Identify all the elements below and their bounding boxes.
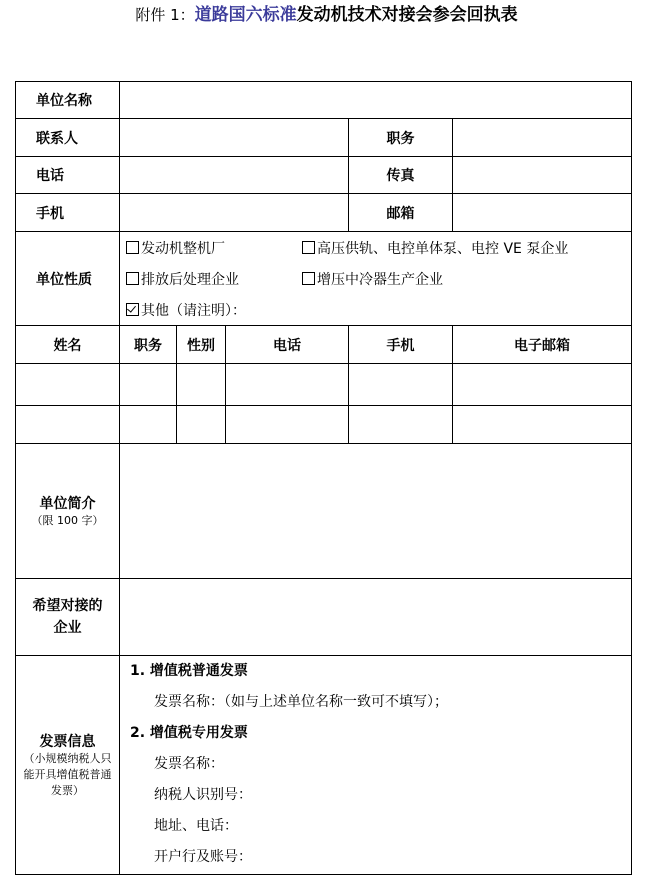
hope-match-field[interactable] bbox=[120, 579, 632, 656]
invoice-type-general: 1. 增值税普通发票 bbox=[130, 663, 248, 679]
attendee-email-cell[interactable] bbox=[453, 364, 632, 406]
attendee-email-cell[interactable] bbox=[453, 406, 632, 444]
header-position: 职务 bbox=[120, 326, 177, 364]
invoice-type-special: 2. 增值税专用发票 bbox=[130, 725, 248, 741]
checkbox-icon[interactable] bbox=[302, 241, 315, 254]
option-injection-pump[interactable] bbox=[302, 238, 568, 258]
registration-form-table bbox=[15, 81, 632, 875]
option-label: 排放后处理企业 bbox=[141, 271, 239, 288]
contact-label: 联系人 bbox=[16, 119, 120, 157]
unit-name-field[interactable] bbox=[120, 82, 632, 119]
option-label: 高压供轨、电控单体泵、电控 VE 泵企业 bbox=[317, 240, 569, 257]
option-label: 其他（请注明）： bbox=[141, 302, 246, 319]
header-name: 姓名 bbox=[16, 326, 120, 364]
checkbox-icon[interactable] bbox=[126, 241, 139, 254]
invoice-general-name[interactable]: 发票名称：（如与上述单位名称一致可不填写）； bbox=[154, 694, 448, 710]
row-phone bbox=[16, 157, 632, 194]
checkbox-icon[interactable] bbox=[126, 272, 139, 285]
option-label: 增压中冷器生产企业 bbox=[317, 271, 443, 288]
fax-label: 传真 bbox=[349, 157, 453, 194]
nature-line-2 bbox=[126, 263, 625, 294]
email-label: 邮箱 bbox=[349, 194, 453, 232]
row-invoice bbox=[16, 656, 632, 875]
attendee-phone-cell[interactable] bbox=[226, 364, 349, 406]
hope-match-label-line1: 希望对接的 bbox=[32, 598, 103, 614]
header-mobile: 手机 bbox=[349, 326, 453, 364]
row-hope-match bbox=[16, 579, 632, 656]
attendee-position-cell[interactable] bbox=[120, 364, 177, 406]
row-mobile bbox=[16, 194, 632, 232]
email-field[interactable] bbox=[453, 194, 632, 232]
unit-nature-options bbox=[120, 232, 632, 326]
title-highlight: 道路国六标准 bbox=[194, 5, 297, 25]
invoice-label: 发票信息 bbox=[39, 734, 96, 750]
attendee-phone-cell[interactable] bbox=[226, 406, 349, 444]
row-unit-name bbox=[16, 82, 632, 119]
position-field[interactable] bbox=[453, 119, 632, 157]
phone-label: 电话 bbox=[16, 157, 120, 194]
option-label: 发动机整机厂 bbox=[141, 240, 225, 257]
fax-field[interactable] bbox=[453, 157, 632, 194]
document-title bbox=[0, 4, 653, 26]
unit-intro-label: 单位简介 bbox=[39, 496, 96, 512]
mobile-label: 手机 bbox=[16, 194, 120, 232]
contact-field[interactable] bbox=[120, 119, 349, 157]
hope-match-label-cell bbox=[16, 579, 120, 656]
row-unit-intro bbox=[16, 444, 632, 579]
unit-intro-note: （限 100 字） bbox=[31, 514, 104, 527]
position-label: 职务 bbox=[349, 119, 453, 157]
option-intercooler[interactable] bbox=[302, 269, 443, 289]
attendee-gender-cell[interactable] bbox=[177, 406, 226, 444]
attendee-row bbox=[16, 364, 632, 406]
attendee-gender-cell[interactable] bbox=[177, 364, 226, 406]
checkbox-icon[interactable] bbox=[302, 272, 315, 285]
phone-field[interactable] bbox=[120, 157, 349, 194]
header-phone: 电话 bbox=[226, 326, 349, 364]
row-unit-nature bbox=[16, 232, 632, 326]
invoice-note: （小规模纳税人只能开具增值税普通发票） bbox=[23, 752, 112, 797]
nature-line-1 bbox=[126, 232, 625, 263]
invoice-special-name[interactable]: 发票名称： bbox=[154, 756, 224, 772]
unit-nature-label: 单位性质 bbox=[16, 232, 120, 326]
header-email: 电子邮箱 bbox=[453, 326, 632, 364]
invoice-address-phone[interactable]: 地址、电话： bbox=[154, 818, 238, 834]
attachment-label: 附件 1： bbox=[135, 6, 195, 24]
attendee-header-row bbox=[16, 326, 632, 364]
option-other[interactable] bbox=[126, 300, 246, 320]
attendee-mobile-cell[interactable] bbox=[349, 364, 453, 406]
invoice-details bbox=[120, 656, 632, 875]
unit-name-label: 单位名称 bbox=[16, 82, 120, 119]
hope-match-label-line2: 企业 bbox=[53, 620, 82, 636]
invoice-bank-account[interactable]: 开户行及账号： bbox=[154, 849, 252, 865]
option-aftertreatment[interactable] bbox=[126, 269, 302, 289]
unit-intro-field[interactable] bbox=[120, 444, 632, 579]
attendee-row bbox=[16, 406, 632, 444]
invoice-label-cell bbox=[16, 656, 120, 875]
attendee-position-cell[interactable] bbox=[120, 406, 177, 444]
attendee-name-cell[interactable] bbox=[16, 406, 120, 444]
attendee-name-cell[interactable] bbox=[16, 364, 120, 406]
option-engine-plant[interactable] bbox=[126, 238, 302, 258]
mobile-field[interactable] bbox=[120, 194, 349, 232]
row-contact bbox=[16, 119, 632, 157]
nature-line-3 bbox=[126, 294, 625, 325]
checkbox-checked-icon[interactable] bbox=[126, 303, 139, 316]
header-gender: 性别 bbox=[177, 326, 226, 364]
attendee-mobile-cell[interactable] bbox=[349, 406, 453, 444]
title-main: 发动机技术对接会参会回执表 bbox=[296, 5, 518, 25]
unit-intro-label-cell bbox=[16, 444, 120, 579]
invoice-taxpayer-id[interactable]: 纳税人识别号： bbox=[154, 787, 252, 803]
